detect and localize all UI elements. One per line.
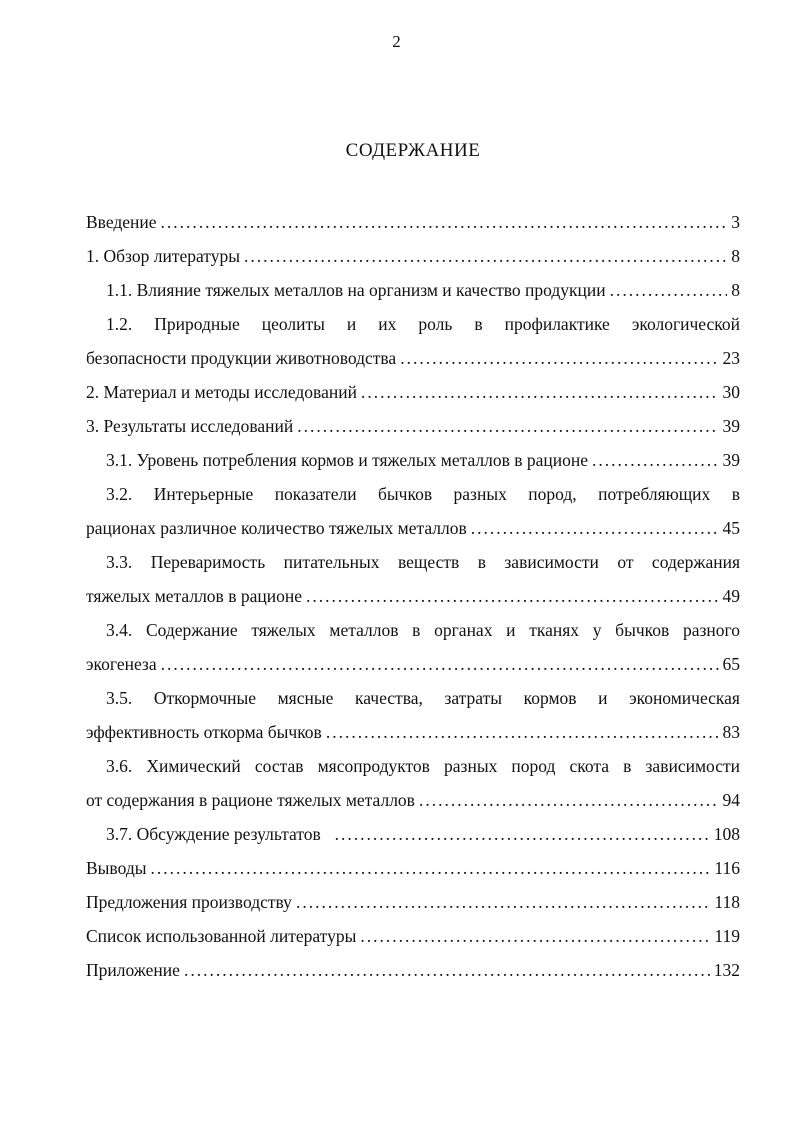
toc-entry-page: 132: [713, 960, 740, 980]
toc-entry-label-line-2: экогенеза: [86, 654, 157, 674]
leader-dots: [296, 885, 710, 919]
toc-entry-page: 30: [722, 382, 740, 402]
toc-entry-label-line-2: от содержания в рационе тяжелых металлов: [86, 790, 415, 810]
toc-entry-label-line-2: эффективность откорма бычков: [86, 722, 322, 742]
toc-entry-page: 119: [714, 926, 740, 946]
table-of-contents: [86, 205, 740, 987]
toc-entry-section-1-1[interactable]: [86, 273, 740, 307]
toc-entry-section-3-7[interactable]: [86, 817, 740, 851]
toc-entry-page: 45: [722, 518, 740, 538]
toc-entry-page: 3: [731, 212, 740, 232]
leader-dots: [326, 715, 719, 749]
toc-entry-label: 1. Обзор литературы: [86, 246, 240, 266]
toc-entry-label: Выводы: [86, 858, 147, 878]
leader-dots: [335, 817, 710, 851]
toc-entry-label: Введение: [86, 212, 157, 232]
toc-entry-label-line-1: 3.4. Содержание тяжелых металлов в органах и тканях у бычков разного: [106, 620, 740, 640]
toc-entry-page: 23: [722, 348, 740, 368]
page-number: 2: [392, 32, 401, 51]
toc-entry-section-3-5[interactable]: [86, 681, 740, 749]
toc-entry-page: 49: [722, 586, 740, 606]
toc-entry-section-3-3[interactable]: [86, 545, 740, 613]
leader-dots: [161, 205, 728, 239]
toc-entry-chapter-3[interactable]: [86, 409, 740, 443]
leader-dots: [161, 647, 719, 681]
toc-entry-page: 8: [731, 246, 740, 266]
toc-entry-label-line-2: тяжелых металлов в рационе: [86, 586, 302, 606]
toc-entry-section-3-6[interactable]: [86, 749, 740, 817]
toc-entry-section-3-1[interactable]: [86, 443, 740, 477]
toc-entry-label: Список использованной литературы: [86, 926, 357, 946]
leader-dots: [306, 579, 719, 613]
toc-entry-page: 108: [713, 824, 740, 844]
toc-entry-proposals[interactable]: [86, 885, 740, 919]
toc-entry-label-line-2: безопасности продукции животноводства: [86, 348, 397, 368]
toc-entry-chapter-1[interactable]: [86, 239, 740, 273]
toc-entry-page: 116: [714, 858, 740, 878]
toc-entry-label-line-1: 3.5. Откормочные мясные качества, затраты кормов и экономическая: [106, 688, 740, 708]
toc-entry-intro[interactable]: [86, 205, 740, 239]
leader-dots: [184, 953, 710, 987]
toc-entry-section-3-4[interactable]: [86, 613, 740, 681]
toc-entry-page: 8: [731, 280, 740, 300]
toc-entry-chapter-2[interactable]: [86, 375, 740, 409]
page-title: СОДЕРЖАНИЕ: [345, 140, 481, 161]
leader-dots: [150, 851, 710, 885]
leader-dots: [592, 443, 718, 477]
leader-dots: [297, 409, 718, 443]
toc-entry-page: 65: [722, 654, 740, 674]
toc-entry-label: Предложения производству: [86, 892, 292, 912]
toc-entry-page: 118: [714, 892, 740, 912]
leader-dots: [419, 783, 719, 817]
leader-dots: [400, 341, 718, 375]
leader-dots: [244, 239, 727, 273]
toc-entry-label: 3.7. Обсуждение результатов: [106, 824, 321, 844]
toc-entry-label: Приложение: [86, 960, 180, 980]
toc-entry-label-line-2: рационах различное количество тяжелых металлов: [86, 518, 467, 538]
toc-entry-page: 94: [722, 790, 740, 810]
toc-entry-page: 83: [722, 722, 740, 742]
toc-entry-label-line-1: 3.6. Химический состав мясопродуктов разных пород скота в зависимости: [106, 756, 740, 776]
toc-entry-conclusions[interactable]: [86, 851, 740, 885]
toc-entry-label-line-1: 1.2. Природные цеолиты и их роль в профилактике экологической: [106, 314, 740, 334]
toc-entry-label: 2. Материал и методы исследований: [86, 382, 357, 402]
toc-entry-label: 3. Результаты исследований: [86, 416, 294, 436]
leader-dots: [361, 375, 719, 409]
toc-entry-references[interactable]: [86, 919, 740, 953]
toc-entry-page: 39: [722, 450, 740, 470]
leader-dots: [471, 511, 719, 545]
toc-entry-label-line-1: 3.2. Интерьерные показатели бычков разных пород, потребляющих в: [106, 484, 740, 504]
toc-entry-section-3-2[interactable]: [86, 477, 740, 545]
leader-dots: [360, 919, 710, 953]
leader-dots: [610, 273, 728, 307]
toc-entry-label-line-1: 3.3. Переваримость питательных веществ в зависимости от содержания: [106, 552, 740, 572]
toc-entry-label: 1.1. Влияние тяжелых металлов на организм и качество продукции: [106, 280, 606, 300]
toc-entry-appendix[interactable]: [86, 953, 740, 987]
toc-entry-page: 39: [722, 416, 740, 436]
toc-entry-label: 3.1. Уровень потребления кормов и тяжелых металлов в рационе: [106, 450, 589, 470]
toc-entry-section-1-2[interactable]: [86, 307, 740, 375]
